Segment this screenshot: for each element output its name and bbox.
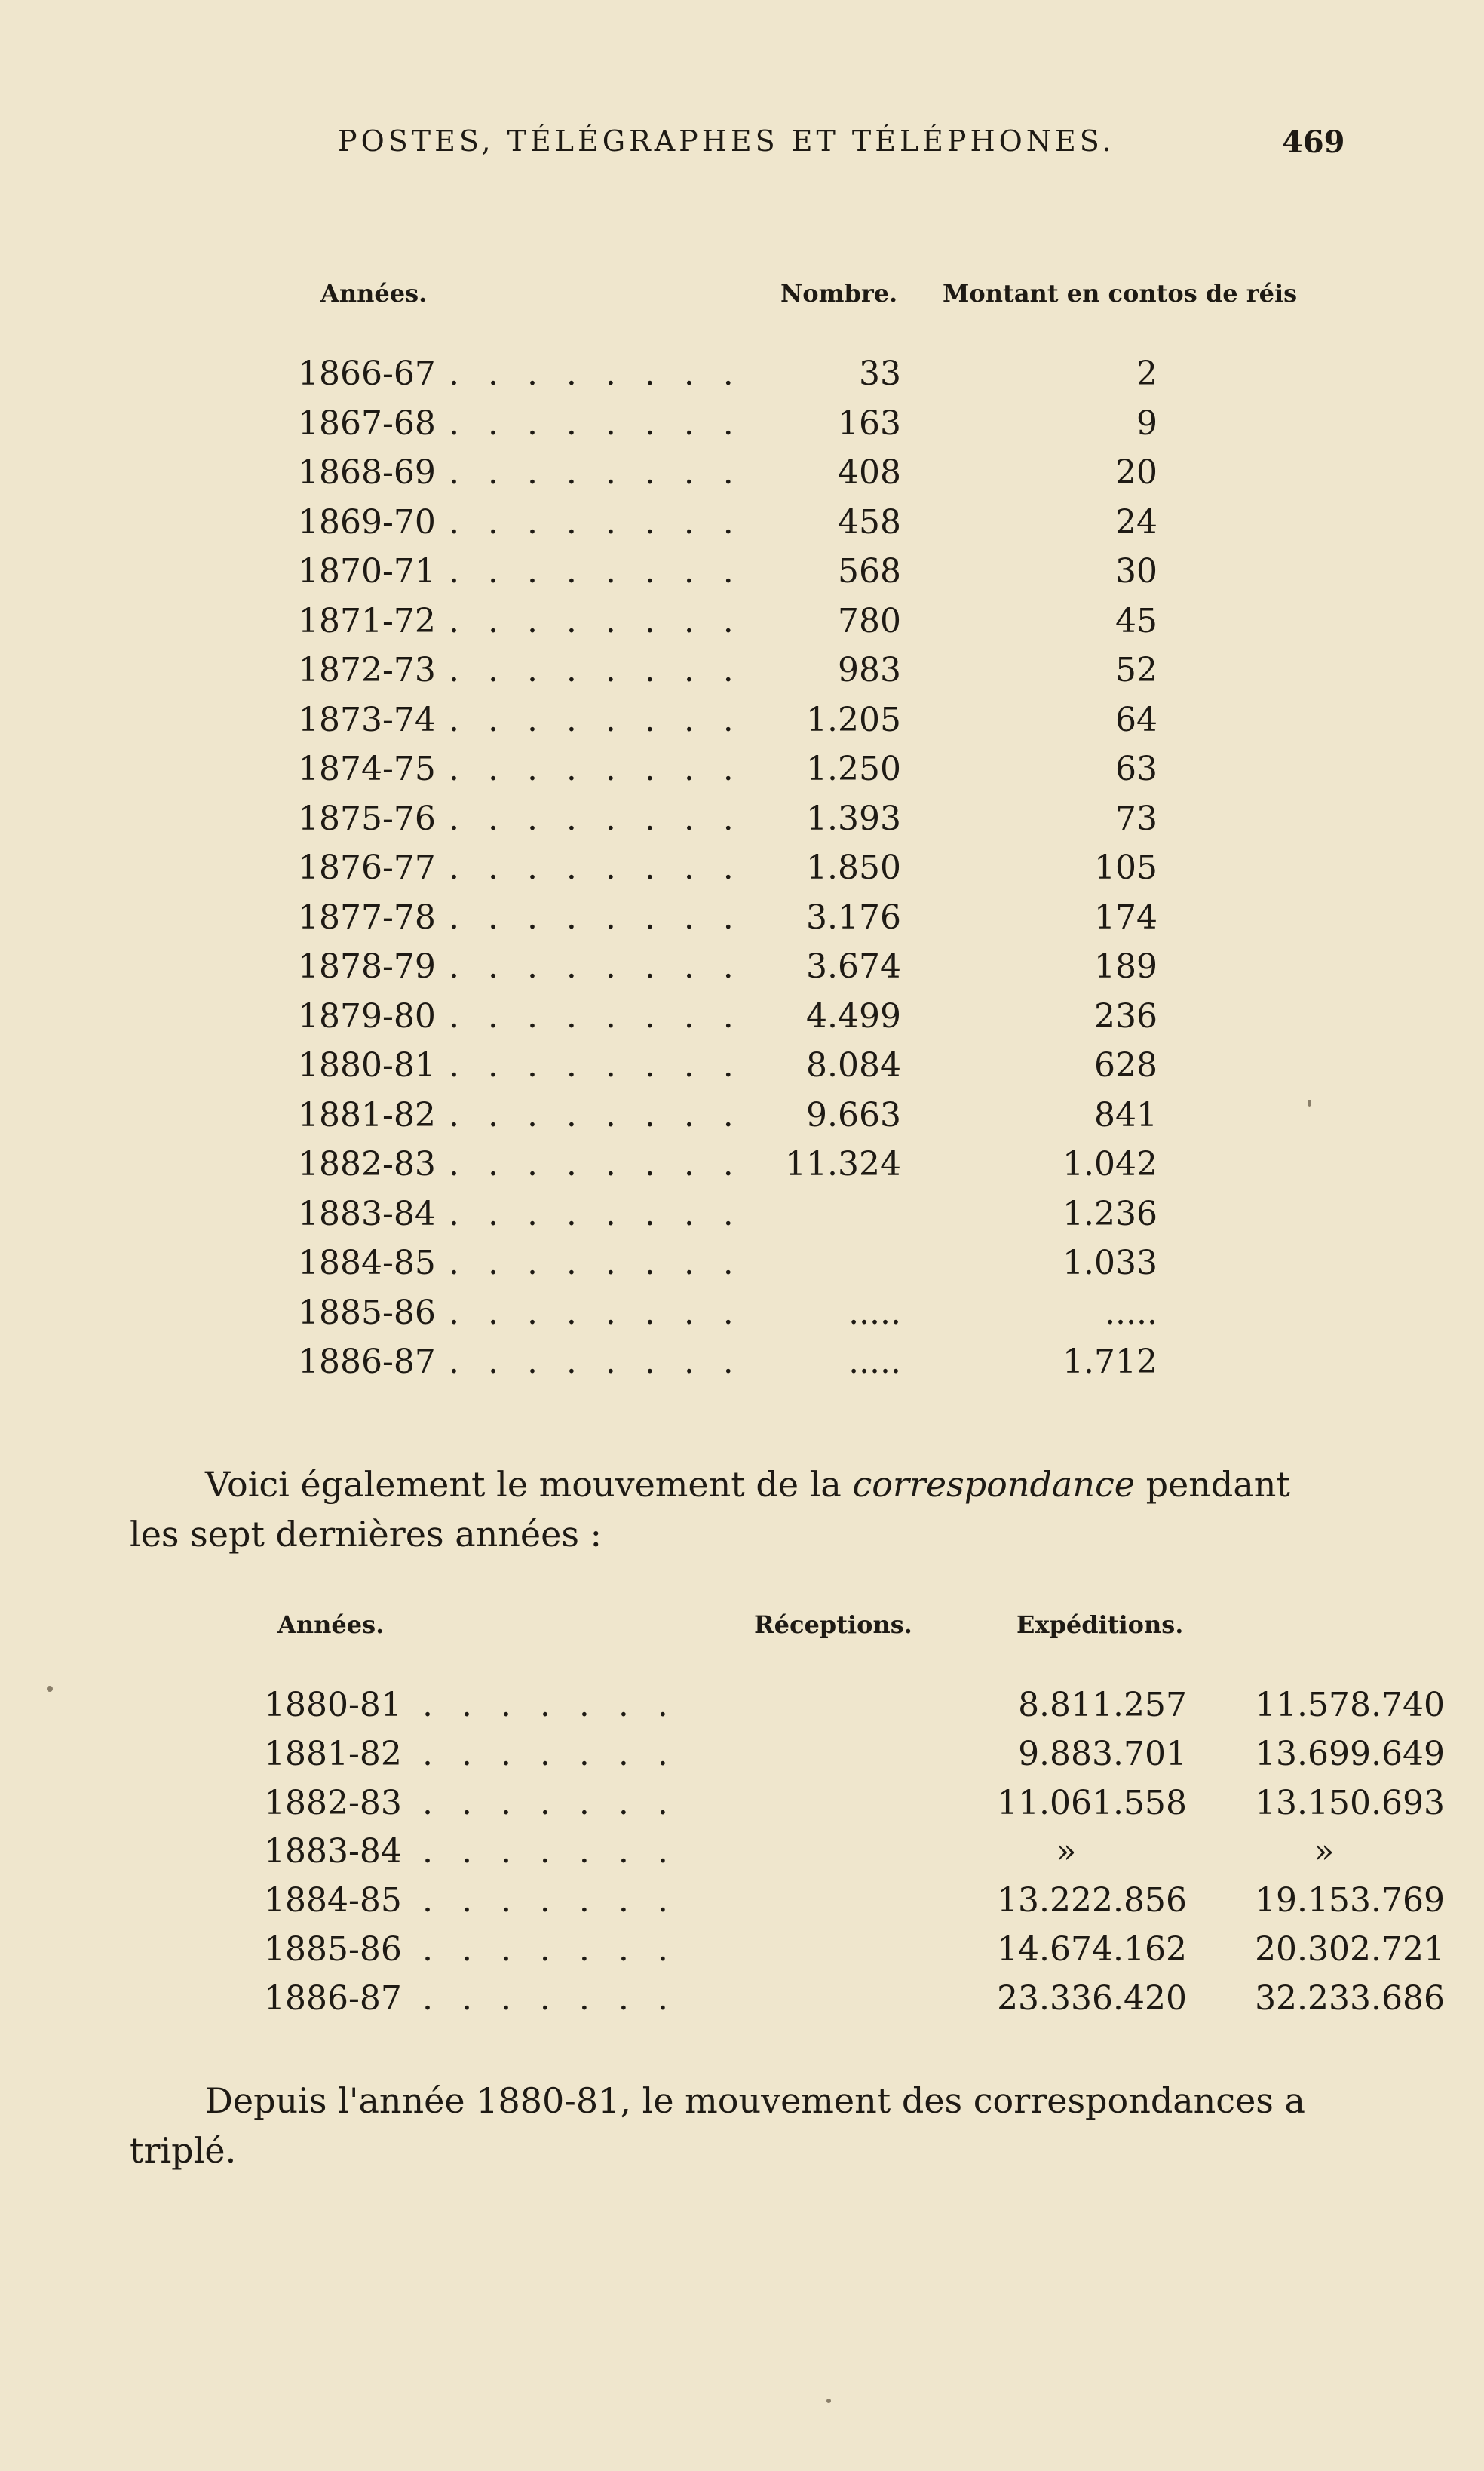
table-row: [264, 1881, 1445, 1929]
leader-dots: . . . . . . . .: [449, 799, 743, 838]
leader-dots: . . . . . . . .: [449, 453, 743, 492]
table-row: [298, 849, 1338, 897]
number-cell: 1.250: [806, 750, 901, 788]
leader-dots: . . . . . . . .: [449, 355, 743, 393]
number-cell: 780: [838, 601, 901, 640]
table-row: [298, 1294, 1338, 1342]
year-cell: 1880-81: [264, 1686, 402, 1724]
expeditions-cell: 13.699.649: [1255, 1734, 1445, 1773]
year-cell: 1883-84: [298, 1194, 436, 1233]
number-cell: .....: [848, 1293, 901, 1332]
header-years: Années.: [277, 1610, 385, 1639]
year-cell: 1874-75: [298, 750, 436, 788]
year-cell: 1880-81: [298, 1046, 436, 1085]
number-cell: 11.324: [785, 1145, 901, 1183]
paper-speck: [826, 2399, 831, 2403]
table-row: [298, 404, 1338, 453]
amount-cell: 105: [1094, 849, 1157, 887]
header-amount: Montant en contos de réis: [943, 279, 1298, 308]
year-cell: 1879-80: [298, 996, 436, 1036]
expeditions-cell: 32.233.686: [1255, 1978, 1445, 2018]
year-cell: 1882-83: [264, 1783, 402, 1822]
year-cell: 1869-70: [298, 502, 436, 542]
year-cell: 1878-79: [298, 947, 436, 986]
expeditions-cell: »: [1314, 1832, 1335, 1871]
leader-dots: . . . . . . . .: [449, 651, 743, 689]
table-row: [298, 1046, 1338, 1094]
number-cell: 33: [859, 355, 901, 393]
amount-cell: 30: [1115, 552, 1157, 591]
year-cell: 1883-84: [264, 1832, 402, 1871]
year-cell: 1875-76: [298, 799, 436, 838]
table-row: [298, 800, 1338, 848]
number-cell: 568: [838, 552, 901, 591]
leader-dots: . . . . . . .: [422, 1978, 677, 2018]
table-row: [264, 1734, 1445, 1783]
amount-cell: 24: [1115, 502, 1157, 542]
leader-dots: . . . . . . . .: [449, 1293, 743, 1332]
paragraph-emphasis: correspondance: [852, 1464, 1135, 1505]
page-number: 469: [1282, 124, 1345, 160]
expeditions-cell: 20.302.721: [1255, 1930, 1445, 1969]
number-cell: 1.205: [806, 700, 901, 739]
table-row: [298, 503, 1338, 551]
leader-dots: . . . . . . . .: [449, 700, 743, 739]
amount-cell: 63: [1115, 750, 1157, 788]
table-row: [298, 453, 1338, 502]
leader-dots: . . . . . . . .: [449, 552, 743, 591]
amount-cell: 189: [1094, 947, 1157, 986]
year-cell: 1882-83: [298, 1145, 436, 1183]
conclusion-line-2: triplé.: [130, 2130, 237, 2171]
table-row: [298, 750, 1338, 798]
leader-dots: . . . . . . . .: [449, 996, 743, 1036]
amount-cell: 73: [1115, 799, 1157, 838]
receptions-cell: 23.336.420: [997, 1978, 1187, 2018]
header-receptions: Réceptions.: [754, 1610, 912, 1639]
year-cell: 1881-82: [264, 1734, 402, 1773]
year-cell: 1884-85: [264, 1881, 402, 1920]
amount-cell: 1.236: [1062, 1194, 1157, 1233]
table-row: [298, 701, 1338, 749]
leader-dots: . . . . . . .: [422, 1734, 677, 1773]
leader-dots: . . . . . . . .: [449, 1244, 743, 1282]
number-cell: 163: [838, 404, 901, 443]
number-cell: 458: [838, 502, 901, 542]
amount-cell: 628: [1094, 1046, 1157, 1085]
amount-cell: 236: [1094, 996, 1157, 1036]
table-row: [264, 1930, 1445, 1978]
receptions-cell: »: [1056, 1832, 1077, 1871]
paper-speck: [47, 1686, 53, 1692]
number-cell: 8.084: [806, 1046, 901, 1085]
year-cell: 1876-77: [298, 849, 436, 887]
leader-dots: . . . . . . . .: [449, 898, 743, 937]
amount-cell: 841: [1094, 1095, 1157, 1134]
year-cell: 1867-68: [298, 404, 436, 443]
table-row: [298, 1195, 1338, 1243]
amount-cell: 1.042: [1062, 1145, 1157, 1183]
table-row: [298, 552, 1338, 600]
amount-cell: 64: [1115, 700, 1157, 739]
leader-dots: . . . . . . . .: [449, 1095, 743, 1134]
number-cell: 1.850: [806, 849, 901, 887]
year-cell: 1866-67: [298, 355, 436, 393]
number-cell: 4.499: [806, 996, 901, 1036]
table-row: [298, 1244, 1338, 1292]
amount-cell: 9: [1136, 404, 1157, 443]
paragraph-line-2: les sept dernières années :: [130, 1514, 602, 1555]
amount-cell: 20: [1115, 453, 1157, 492]
leader-dots: . . . . . . . .: [449, 1194, 743, 1233]
year-cell: 1884-85: [298, 1244, 436, 1282]
number-cell: 1.393: [806, 799, 901, 838]
number-cell: 983: [838, 651, 901, 689]
table-row: [298, 602, 1338, 650]
amount-cell: 52: [1115, 651, 1157, 689]
table-row: [298, 997, 1338, 1045]
year-cell: 1886-87: [264, 1978, 402, 2018]
table-row: [298, 1343, 1338, 1391]
leader-dots: . . . . . . . .: [449, 1046, 743, 1085]
receptions-cell: 13.222.856: [997, 1881, 1187, 1920]
header-number: Nombre.: [780, 279, 898, 308]
table-row: [264, 1783, 1445, 1832]
paragraph-text-before: Voici également le mouvement de la: [205, 1464, 853, 1505]
amount-cell: 2: [1136, 355, 1157, 393]
leader-dots: . . . . . . . .: [449, 750, 743, 788]
amount-cell: 1.033: [1062, 1244, 1157, 1282]
receptions-cell: 14.674.162: [997, 1930, 1187, 1969]
table-row: [298, 898, 1338, 947]
year-cell: 1877-78: [298, 898, 436, 937]
number-cell: 3.176: [806, 898, 901, 937]
table-row: [298, 947, 1338, 996]
expeditions-cell: 13.150.693: [1255, 1783, 1445, 1822]
table-row: [298, 1096, 1338, 1144]
page-header: [0, 124, 1484, 170]
year-cell: 1873-74: [298, 700, 436, 739]
conclusion-line-1: Depuis l'année 1880-81, le mouvement des correspondances a: [205, 2080, 1305, 2121]
number-cell: .....: [848, 1343, 901, 1381]
correspondence-table: [264, 1610, 1445, 2033]
table-row: [264, 1686, 1445, 1734]
header-expeditions: Expéditions.: [1016, 1610, 1184, 1639]
amount-cell: 1.712: [1062, 1343, 1157, 1381]
number-cell: 408: [838, 453, 901, 492]
leader-dots: . . . . . . .: [422, 1783, 677, 1822]
receptions-cell: 9.883.701: [1018, 1734, 1187, 1773]
year-cell: 1885-86: [298, 1293, 436, 1332]
table-row: [264, 1832, 1335, 1880]
header-years: Années.: [320, 279, 428, 308]
paragraph-conclusion: [130, 2076, 1336, 2175]
leader-dots: . . . . . . .: [422, 1881, 677, 1920]
paper-speck: [1308, 1100, 1311, 1107]
number-cell: 3.674: [806, 947, 901, 986]
year-cell: 1881-82: [298, 1095, 436, 1134]
leader-dots: . . . . . . . .: [449, 502, 743, 542]
leader-dots: . . . . . . .: [422, 1930, 677, 1969]
table-row: [298, 651, 1338, 699]
leader-dots: . . . . . . . .: [449, 1343, 743, 1381]
year-cell: 1885-86: [264, 1930, 402, 1969]
amount-cell: 45: [1115, 601, 1157, 640]
year-cell: 1868-69: [298, 453, 436, 492]
running-title: POSTES, TÉLÉGRAPHES ET TÉLÉPHONES.: [338, 124, 1115, 158]
year-cell: 1872-73: [298, 651, 436, 689]
leader-dots: . . . . . . . .: [449, 404, 743, 443]
paragraph-correspondence-intro: [130, 1460, 1336, 1559]
year-cell: 1871-72: [298, 601, 436, 640]
table-row: [298, 1145, 1338, 1193]
leader-dots: . . . . . . .: [422, 1686, 677, 1724]
leader-dots: . . . . . . . .: [449, 601, 743, 640]
year-cell: 1870-71: [298, 552, 436, 591]
leader-dots: . . . . . . . .: [449, 947, 743, 986]
amount-cell: 174: [1094, 898, 1157, 937]
expeditions-cell: 19.153.769: [1255, 1881, 1445, 1920]
paragraph-text-after: pendant: [1134, 1464, 1290, 1505]
amount-cell: .....: [1105, 1293, 1157, 1332]
table-row: [264, 1978, 1445, 2027]
year-cell: 1886-87: [298, 1343, 436, 1381]
expeditions-cell: 11.578.740: [1255, 1686, 1445, 1724]
receptions-cell: 8.811.257: [1018, 1686, 1187, 1724]
leader-dots: . . . . . . . .: [449, 849, 743, 887]
number-cell: 9.663: [806, 1095, 901, 1134]
leader-dots: . . . . . . .: [422, 1832, 677, 1871]
loans-table: [298, 279, 1338, 1395]
table-row: [298, 355, 1338, 403]
leader-dots: . . . . . . . .: [449, 1145, 743, 1183]
receptions-cell: 11.061.558: [997, 1783, 1187, 1822]
